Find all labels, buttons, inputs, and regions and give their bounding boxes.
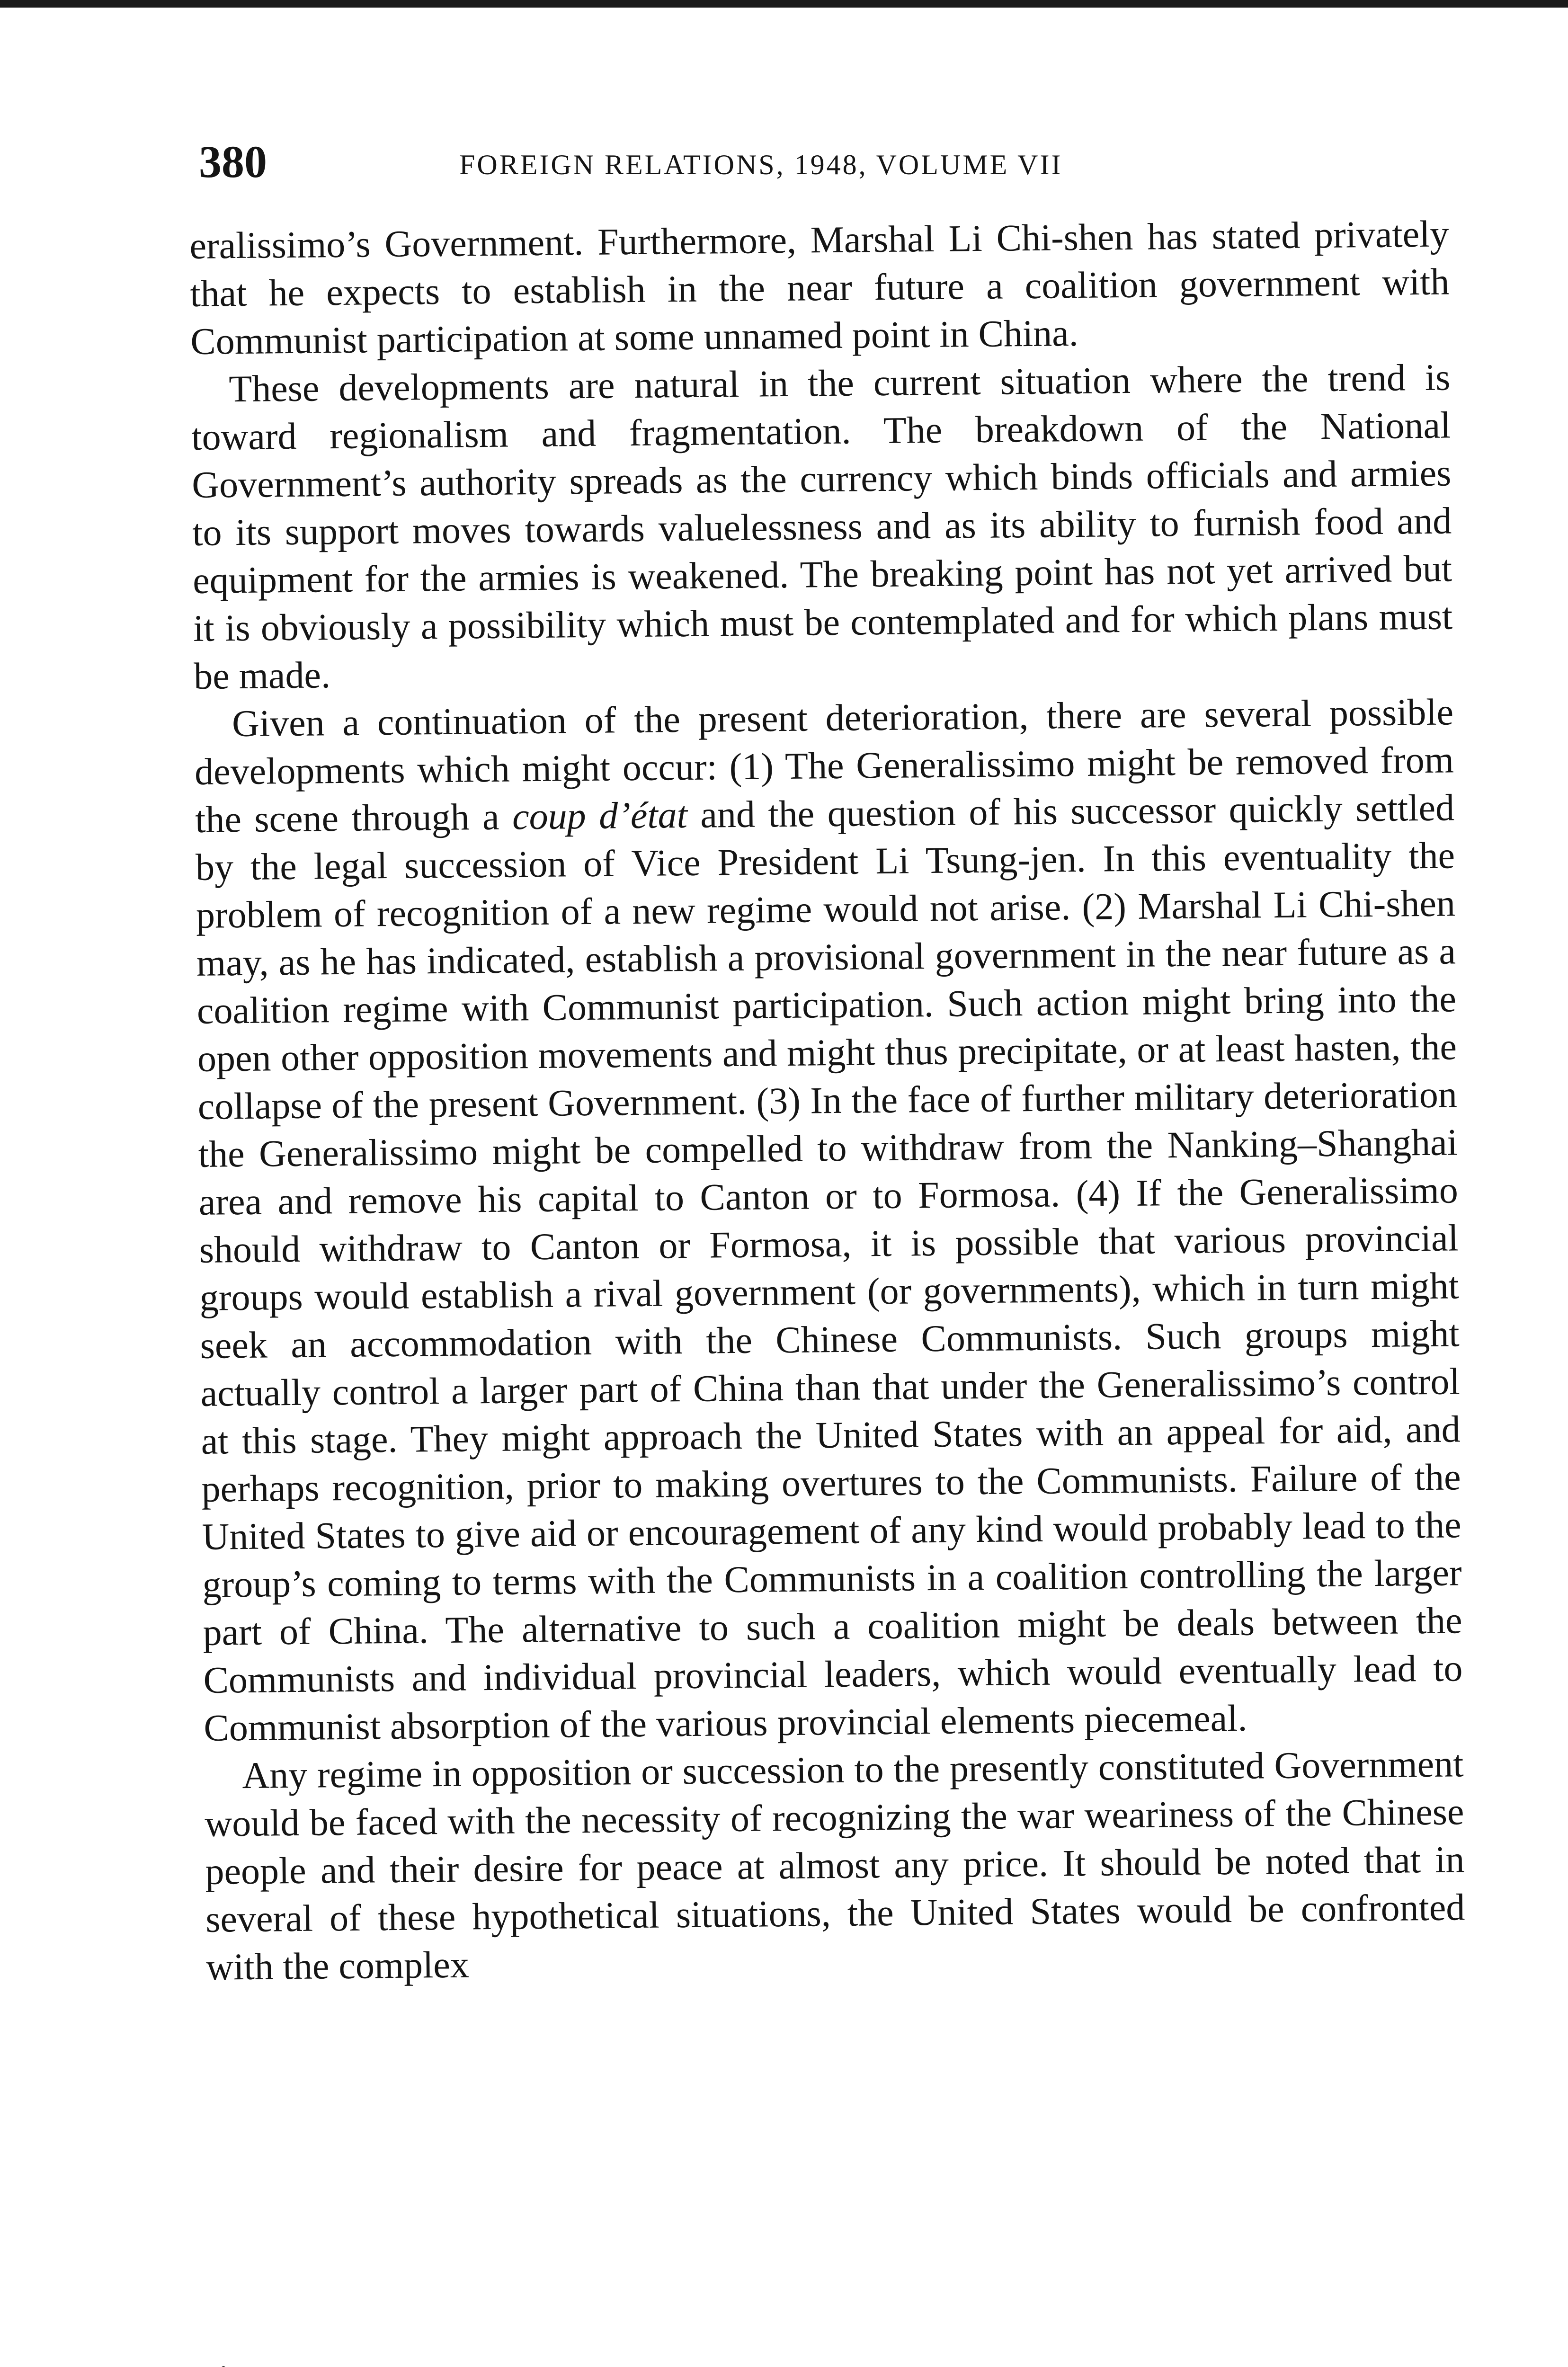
paragraph-4: Any regime in opposition or succession to the presently constituted Government would be faced with the necessity of recognizing the war weariness of the Chinese people and their desire for peace at almost any price. It should be noted that in several of these hypothetical situations, the United States would be confronted with the complex bbox=[205, 1743, 1465, 1988]
paragraph-3-text-b: and the question of his successor quickly settled by the legal succession of Vice President Li Tsung-jen. In this eventuality the problem of recognition of a new regime would not arise. (2) Marshal Li Chi-shen may, as he has indicated, establish a provisional government in the near future as a coalition regime with Communist participation. Such action might bring into the open other opposition movements and might thus precipitate, or at least hasten, the collapse of the present Government. (3) In the face of further military deterioration the Generalissimo might be compelled to withdraw from the Nanking–Shanghai area and remove his capital to Canton or to Formosa. (4) If the Generalissimo should withdraw to Canton or Formosa, it is possible that various provincial groups would establish a rival government (or governments), which in turn might seek an accommodation with the Chinese Communists. Such groups might actually control a larger part of China than that under the Generalissimo’s control at this stage. They might approach the United States with an appeal for aid, and perhaps recognition, prior to making overtures to the Communists. Failure of the United States to give aid or encouragement of any kind would probably lead to the group’s coming to terms with the Communists in a coalition controlling the larger part of China. The alternative to such a coalition might be deals between the Communists and individual provincial leaders, which would eventually lead to Communist absorption of the various provincial elements piecemeal. bbox=[195, 787, 1463, 1749]
page-header bbox=[199, 133, 1449, 190]
page-number: 380 bbox=[199, 136, 267, 187]
paragraph-1: eralissimo’s Government. Furthermore, Marshal Li Chi-shen has stated privately that he expects to establish in the near future a coalition government with Communist participation at some unnamed point in China. bbox=[189, 213, 1450, 363]
running-head: FOREIGN RELATIONS, 1948, VOLUME VII bbox=[459, 149, 1063, 180]
paragraph-3-text-a: Given a continuation of the present deterioration, there are several possible developments which might occur: (1) The Generalissimo might be removed from the scene through a bbox=[194, 691, 1454, 841]
paragraph-3 bbox=[194, 688, 1463, 1752]
paragraph-3-italic-phrase: coup d’état bbox=[512, 794, 688, 838]
body-text bbox=[189, 210, 1466, 1991]
paragraph-2: These developments are natural in the current situation where the trend is toward regionalism and fragmentation. The breakdown of the National Government’s authority spreads as the currency which binds officials and armies to its support moves towards valuelessness and as its ability to furnish food and equipment for the armies is weakened. The breaking point has not yet arrived but it is obviously a possibility which must be contemplated and for which plans must be made. bbox=[191, 356, 1453, 697]
scan-top-edge bbox=[0, 0, 1568, 8]
